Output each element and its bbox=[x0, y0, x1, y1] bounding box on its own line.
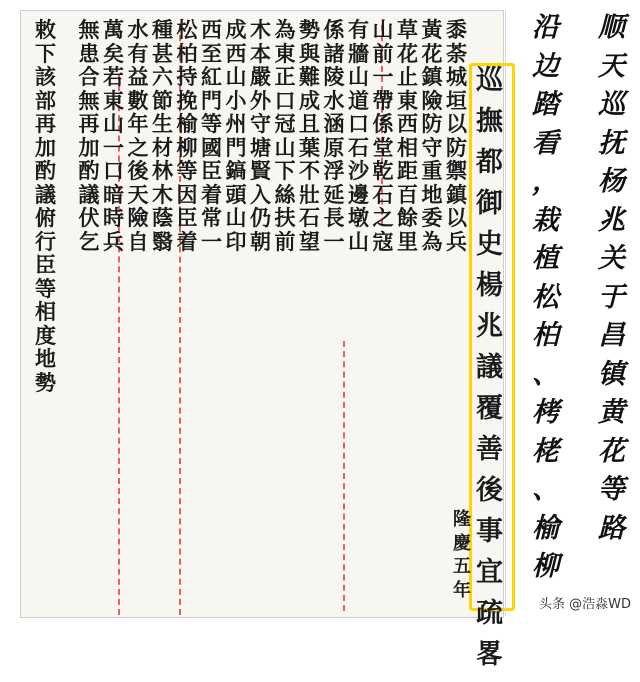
text-column-c16 bbox=[79, 19, 100, 254]
document-character: 百 bbox=[397, 181, 418, 207]
text-column-c3 bbox=[397, 19, 418, 254]
document-character: 荼 bbox=[446, 40, 467, 66]
document-character: 委 bbox=[421, 205, 443, 230]
title-character: 後 bbox=[476, 475, 503, 506]
document-character: 國 bbox=[201, 134, 222, 160]
document-character: 臣 bbox=[35, 252, 56, 277]
document-character: 等 bbox=[35, 275, 56, 301]
document-character: 時 bbox=[103, 205, 124, 230]
document-character: 下 bbox=[274, 158, 296, 183]
document-character: 若 bbox=[103, 64, 124, 89]
caption-character: 柳 bbox=[532, 551, 559, 582]
document-character: 塘 bbox=[250, 134, 271, 160]
document-character: 難 bbox=[299, 64, 320, 89]
document-character: 勢 bbox=[35, 369, 56, 395]
document-character: 生 bbox=[152, 111, 173, 136]
document-character: 之 bbox=[127, 134, 149, 160]
caption-character: 植 bbox=[532, 243, 559, 274]
title-character: 都 bbox=[476, 147, 503, 178]
document-character: 地 bbox=[421, 181, 443, 207]
document-character: 鎮 bbox=[421, 64, 443, 89]
title-character: 御 bbox=[476, 188, 503, 219]
document-character: 且 bbox=[299, 111, 320, 136]
title-character: 畧 bbox=[476, 639, 503, 670]
document-character: 山 bbox=[274, 134, 296, 160]
document-character: 柳 bbox=[176, 134, 198, 160]
scanned-document-page bbox=[20, 10, 504, 670]
text-column-c9 bbox=[250, 19, 271, 254]
document-character: 重 bbox=[421, 158, 443, 183]
document-character: 印 bbox=[225, 228, 247, 254]
document-character: 合 bbox=[78, 64, 100, 89]
document-character: 成 bbox=[225, 17, 247, 42]
caption-character: 栽 bbox=[532, 204, 559, 236]
caption-character: 栲 bbox=[532, 397, 559, 428]
document-character: 帶 bbox=[372, 87, 394, 113]
caption-character: 顺 bbox=[598, 12, 625, 43]
document-character: 西 bbox=[225, 40, 247, 66]
document-character: 守 bbox=[421, 134, 443, 160]
caption-character: 松 bbox=[532, 281, 559, 313]
document-character: 朝 bbox=[250, 228, 271, 254]
document-character: 材 bbox=[152, 134, 173, 160]
document-character: 水 bbox=[323, 87, 345, 113]
document-character: 本 bbox=[250, 40, 271, 66]
document-character: 州 bbox=[225, 111, 247, 136]
document-character: 寇 bbox=[372, 228, 394, 254]
caption-line-2 bbox=[532, 14, 559, 592]
document-character: 一 bbox=[372, 64, 394, 89]
document-character: 暗 bbox=[103, 181, 124, 207]
document-character: 前 bbox=[372, 40, 394, 66]
caption-character: 关 bbox=[598, 243, 625, 274]
document-character: 木 bbox=[250, 17, 271, 42]
document-character: 口 bbox=[348, 111, 369, 136]
document-character: 一 bbox=[201, 228, 222, 254]
document-character: 矣 bbox=[103, 40, 124, 66]
date-character: 年 bbox=[453, 579, 471, 601]
title-character: 議 bbox=[476, 352, 503, 383]
caption-character: 兆 bbox=[598, 204, 625, 236]
date-character: 五 bbox=[453, 556, 471, 577]
document-character: 無 bbox=[78, 17, 100, 42]
text-column-c6 bbox=[324, 19, 345, 254]
document-character: 石 bbox=[299, 205, 320, 230]
caption-character: 边 bbox=[532, 50, 559, 82]
document-character: 道 bbox=[348, 87, 369, 113]
document-character: 行 bbox=[35, 228, 56, 254]
text-column-c17 bbox=[35, 19, 56, 395]
document-character: 益 bbox=[127, 64, 149, 89]
document-character: 山 bbox=[372, 17, 394, 42]
document-character: 冠 bbox=[274, 111, 296, 136]
document-character: 入 bbox=[250, 181, 271, 207]
document-character: 松 bbox=[176, 17, 198, 42]
document-character: 山 bbox=[225, 64, 247, 89]
document-character: 扶 bbox=[274, 205, 296, 230]
caption-character: 等 bbox=[598, 474, 625, 505]
document-character: 山 bbox=[348, 64, 369, 89]
document-character: 東 bbox=[397, 87, 418, 113]
document-character: 再 bbox=[78, 111, 100, 136]
document-character: 以 bbox=[446, 111, 467, 136]
document-character: 加 bbox=[35, 134, 56, 160]
title-character: 兆 bbox=[476, 311, 503, 342]
document-character: 下 bbox=[35, 40, 56, 66]
caption-character: 踏 bbox=[532, 89, 559, 120]
document-character: 以 bbox=[446, 205, 467, 230]
document-character: 再 bbox=[35, 111, 56, 136]
text-column-c8 bbox=[275, 19, 296, 254]
document-character: 紅 bbox=[201, 64, 222, 89]
document-character: 係 bbox=[323, 17, 345, 42]
document-character: 正 bbox=[274, 64, 296, 89]
document-character: 六 bbox=[152, 64, 173, 89]
document-character: 山 bbox=[103, 111, 124, 136]
document-character: 着 bbox=[201, 181, 222, 207]
document-character: 俯 bbox=[35, 205, 56, 230]
document-character: 臣 bbox=[176, 205, 198, 230]
title-character: 宜 bbox=[476, 557, 503, 588]
document-character: 持 bbox=[176, 64, 198, 89]
document-character: 係 bbox=[372, 111, 394, 136]
caption-character: 巡 bbox=[598, 89, 625, 120]
document-character: 小 bbox=[225, 87, 247, 113]
document-character: 有 bbox=[348, 17, 369, 42]
document-character: 鎬 bbox=[225, 158, 247, 183]
document-character: 壯 bbox=[299, 181, 320, 207]
document-character: 嚴 bbox=[250, 64, 271, 89]
document-character: 挽 bbox=[176, 87, 198, 113]
document-character: 山 bbox=[225, 205, 247, 230]
document-character: 邊 bbox=[348, 181, 369, 207]
document-character: 花 bbox=[421, 40, 443, 66]
document-character: 度 bbox=[35, 322, 56, 348]
text-column-c14 bbox=[128, 19, 149, 254]
document-character: 有 bbox=[127, 40, 149, 66]
text-column-c11 bbox=[201, 19, 222, 254]
document-character: 臣 bbox=[201, 158, 222, 183]
document-character: 石 bbox=[348, 134, 369, 160]
document-character: 無 bbox=[78, 87, 100, 113]
document-character: 山 bbox=[348, 228, 369, 254]
document-character: 等 bbox=[176, 158, 198, 183]
text-column-c7 bbox=[299, 19, 320, 254]
document-character: 議 bbox=[35, 181, 56, 207]
document-character: 一 bbox=[323, 228, 345, 254]
text-column-c1 bbox=[446, 19, 467, 254]
document-character: 萬 bbox=[103, 17, 124, 42]
document-character: 為 bbox=[421, 228, 443, 254]
document-character: 險 bbox=[127, 205, 149, 230]
document-character: 賢 bbox=[250, 158, 271, 183]
document-character: 守 bbox=[250, 111, 271, 136]
document-character: 距 bbox=[397, 158, 418, 183]
document-character: 險 bbox=[421, 87, 443, 113]
document-character: 諸 bbox=[323, 40, 345, 66]
date-character: 隆 bbox=[453, 509, 471, 530]
document-character: 地 bbox=[35, 346, 56, 371]
document-character: 仍 bbox=[250, 205, 271, 230]
document-character: 東 bbox=[274, 40, 296, 66]
document-character: 自 bbox=[127, 228, 149, 254]
document-character: 蔭 bbox=[152, 205, 173, 230]
document-character: 甚 bbox=[152, 40, 173, 66]
document-character: 牆 bbox=[348, 40, 369, 66]
document-character: 城 bbox=[446, 64, 467, 89]
red-annotation-line bbox=[343, 341, 345, 611]
document-character: 不 bbox=[299, 158, 320, 183]
document-character: 乞 bbox=[78, 228, 100, 254]
document-character: 酌 bbox=[35, 158, 56, 183]
caption-character: 栳 bbox=[532, 435, 559, 467]
caption-character: ， bbox=[532, 166, 559, 197]
date-note bbox=[453, 511, 471, 605]
document-character: 沙 bbox=[348, 158, 369, 183]
document-character: 加 bbox=[78, 134, 100, 160]
document-character: 鎮 bbox=[446, 181, 467, 207]
document-character: 翳 bbox=[152, 228, 173, 254]
document-character: 為 bbox=[274, 17, 296, 42]
title-character: 史 bbox=[476, 229, 503, 260]
document-character: 兵 bbox=[103, 228, 124, 254]
document-character: 榆 bbox=[176, 111, 198, 136]
document-character: 口 bbox=[103, 158, 124, 183]
document-character: 酌 bbox=[78, 158, 100, 183]
document-character: 望 bbox=[299, 228, 320, 254]
caption-character: 抚 bbox=[598, 127, 625, 159]
title-character: 撫 bbox=[476, 106, 503, 137]
document-character: 與 bbox=[299, 40, 320, 66]
document-character: 天 bbox=[127, 181, 149, 207]
document-character: 患 bbox=[78, 40, 100, 66]
caption-character: 、 bbox=[532, 358, 559, 390]
document-character: 口 bbox=[274, 87, 296, 113]
caption-character: 昌 bbox=[598, 320, 625, 351]
document-character: 垣 bbox=[446, 87, 467, 113]
document-character: 乾 bbox=[372, 158, 394, 183]
document-character: 餘 bbox=[397, 205, 418, 230]
text-column-c15 bbox=[103, 19, 124, 254]
title-character: 疏 bbox=[476, 598, 503, 629]
source-watermark: 头条 @浩淼WD bbox=[536, 592, 634, 613]
document-character: 節 bbox=[152, 87, 173, 113]
document-character: 墩 bbox=[348, 205, 369, 230]
document-character: 浮 bbox=[323, 158, 345, 183]
document-character: 延 bbox=[323, 181, 345, 207]
document-character: 前 bbox=[274, 228, 296, 254]
document-character: 陵 bbox=[323, 64, 345, 89]
document-character: 草 bbox=[397, 17, 418, 42]
document-title-column bbox=[476, 67, 503, 682]
document-character: 西 bbox=[201, 17, 222, 42]
document-character: 涵 bbox=[323, 111, 345, 136]
document-character: 着 bbox=[176, 228, 198, 254]
text-column-c5 bbox=[348, 19, 369, 254]
document-character: 外 bbox=[250, 87, 271, 113]
document-character: 林 bbox=[152, 158, 173, 183]
document-character: 禦 bbox=[446, 158, 467, 183]
document-character: 黃 bbox=[421, 17, 443, 42]
document-character: 堂 bbox=[372, 134, 394, 160]
caption-character: 路 bbox=[598, 512, 625, 544]
document-character: 後 bbox=[127, 158, 149, 183]
text-column-c13 bbox=[152, 19, 173, 254]
caption-character: 柏 bbox=[532, 320, 559, 351]
document-character: 絲 bbox=[274, 181, 296, 207]
title-character: 楊 bbox=[476, 270, 503, 301]
title-character: 事 bbox=[476, 516, 503, 547]
document-character: 勢 bbox=[299, 17, 320, 42]
panel-divider bbox=[505, 10, 506, 616]
document-character: 議 bbox=[78, 181, 100, 207]
document-character: 里 bbox=[397, 228, 418, 254]
title-character: 善 bbox=[476, 434, 503, 465]
document-character: 年 bbox=[127, 111, 149, 136]
caption-character: 镇 bbox=[598, 358, 625, 390]
title-character: 覆 bbox=[476, 393, 503, 424]
document-character: 長 bbox=[323, 205, 345, 230]
document-character: 石 bbox=[372, 181, 394, 207]
caption-character: 、 bbox=[532, 474, 559, 505]
document-character: 葉 bbox=[299, 134, 320, 160]
caption-character: 杨 bbox=[598, 166, 625, 197]
document-character: 部 bbox=[35, 87, 56, 113]
document-character: 黍 bbox=[446, 17, 467, 42]
text-column-c12 bbox=[177, 19, 198, 254]
caption-character: 黄 bbox=[598, 397, 625, 428]
document-character: 種 bbox=[152, 17, 173, 42]
document-character: 柏 bbox=[176, 40, 198, 66]
document-character: 西 bbox=[397, 111, 418, 136]
caption-character: 于 bbox=[598, 281, 625, 313]
document-character: 防 bbox=[446, 134, 467, 160]
caption-character: 花 bbox=[598, 435, 625, 467]
date-character: 慶 bbox=[453, 532, 471, 554]
caption-character: 看 bbox=[532, 127, 559, 159]
document-character: 東 bbox=[103, 87, 124, 113]
document-character: 原 bbox=[323, 134, 345, 160]
document-character: 一 bbox=[103, 134, 124, 160]
document-character: 該 bbox=[35, 64, 56, 89]
text-column-c10 bbox=[226, 19, 247, 254]
title-character: 巡 bbox=[476, 65, 503, 96]
document-character: 兵 bbox=[446, 228, 467, 254]
document-character: 相 bbox=[397, 134, 418, 160]
document-character: 成 bbox=[299, 87, 320, 113]
document-character: 相 bbox=[35, 299, 56, 324]
document-character: 常 bbox=[201, 205, 222, 230]
document-character: 頭 bbox=[225, 181, 247, 207]
caption-character: 沿 bbox=[532, 12, 559, 43]
document-character: 木 bbox=[152, 181, 173, 207]
document-character: 花 bbox=[397, 40, 418, 66]
document-character: 敕 bbox=[35, 17, 56, 42]
document-character: 防 bbox=[421, 111, 443, 136]
document-character: 至 bbox=[201, 40, 222, 66]
caption-character: 榆 bbox=[532, 512, 559, 544]
document-character: 門 bbox=[201, 87, 222, 113]
text-column-c2 bbox=[422, 19, 443, 254]
document-character: 止 bbox=[397, 64, 418, 89]
document-character: 水 bbox=[127, 17, 149, 42]
document-character: 之 bbox=[372, 205, 394, 230]
document-character: 因 bbox=[176, 181, 198, 207]
caption-line-1 bbox=[598, 14, 625, 553]
document-character: 門 bbox=[225, 134, 247, 160]
document-character: 等 bbox=[201, 111, 222, 136]
document-character: 伏 bbox=[78, 205, 100, 230]
caption-character: 天 bbox=[598, 50, 625, 82]
text-column-c4 bbox=[373, 19, 394, 254]
document-character: 數 bbox=[127, 87, 149, 113]
